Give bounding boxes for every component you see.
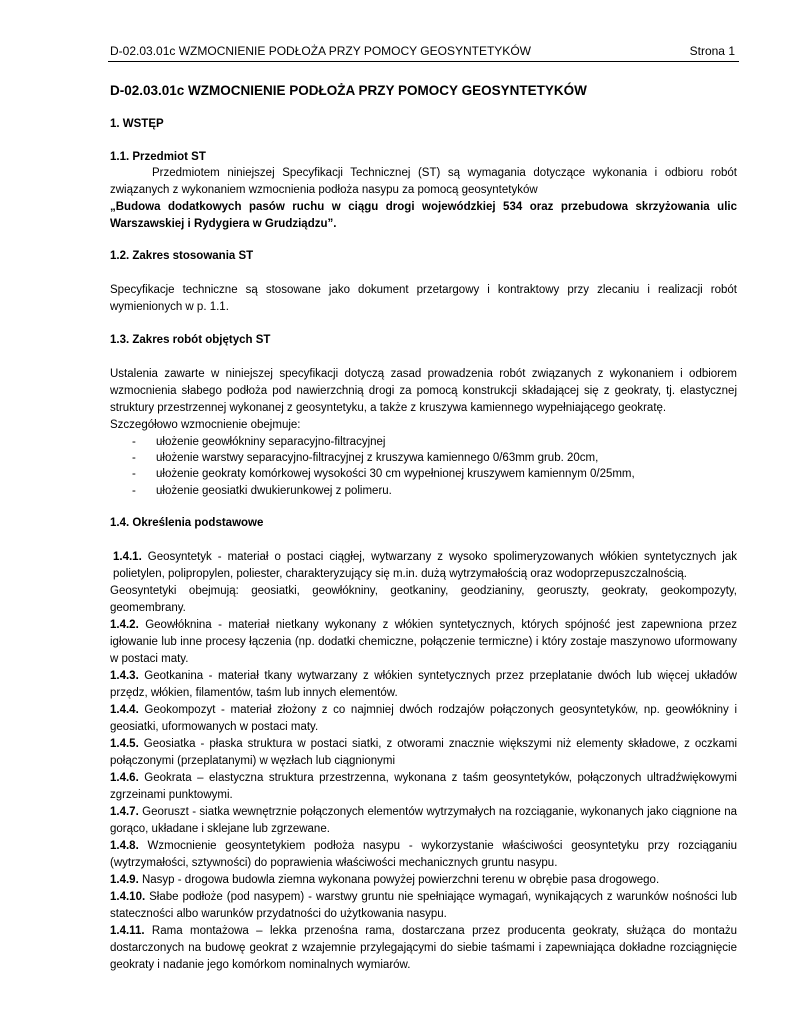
running-header <box>110 43 738 59</box>
list-item: - ułożenie warstwy separacyjno-filtracyjnej z kruszywa kamiennego 0/63mm grub. 20cm, <box>110 450 737 466</box>
definition-item: 1.4.1. Geosyntetyk - materiał o postaci ciągłej, wytwarzany z wysoko spolimeryzowanych włókien syntetycznych jak polietylen, polipropylen, poliester, charakteryzujący się m.in. dużą wytrzymałością oraz wodoprzepuszczalnością. <box>113 550 737 580</box>
section-heading-1-3: 1.3. Zakres robót objętych ST <box>110 334 271 346</box>
definition-item: 1.4.9. Nasyp - drogowa budowla ziemna wykonana powyżej powierzchni terenu w obrębie pasa drogowego. <box>110 873 660 886</box>
definition-item: 1.4.5. Geosiatka - płaska struktura w postaci siatki, z otworami znacznie większymi niż elementy składowe, z oczkami połączonymi (przeplatanymi) w węzłach lub ciągnionymi <box>110 737 737 767</box>
document-body <box>110 82 737 974</box>
section-heading-1-4: 1.4. Określenia podstawowe <box>110 516 264 529</box>
header-title: D-02.03.01c WZMOCNIENIE PODŁOŻA PRZY POMOCY GEOSYNTETYKÓW <box>110 44 531 58</box>
definition-item: 1.4.2. Geowłóknina - materiał nietkany wykonany z włókien syntetycznych, których spójność jest zapewniona przez igłowanie lub inne procesy łączenia (np. dodatki chemiczne, połączenie termiczne) i który zostaje maszynowo uformowany w postaci maty. <box>110 618 737 665</box>
document-title: D-02.03.01c WZMOCNIENIE PODŁOŻA PRZY POMOCY GEOSYNTETYKÓW <box>110 83 587 98</box>
list-item: - ułożenie geokraty komórkowej wysokości 30 cm wypełnionej kruszywem kamiennym 0/25mm, <box>110 466 737 482</box>
definition-item: 1.4.7. Georuszt - siatka wewnętrznie połączonych elementów wytrzymałych na rozciąganie, wykonanych jako ciągnione na gorąco, układane i sklejane lub zgrzewane. <box>110 805 737 835</box>
section-heading-1: 1. WSTĘP <box>110 118 164 130</box>
dash-bullet: - <box>132 484 136 497</box>
list-item: - ułożenie geowłókniny separacyjno-filtracyjnej <box>110 434 737 450</box>
section-heading-1-2: 1.2. Zakres stosowania ST <box>110 250 254 262</box>
definitions-list <box>110 549 737 974</box>
paragraph-reinforcement-includes: Szczegółowo wzmocnienie obejmuje: <box>110 419 301 431</box>
paragraph-project-name: „Budowa dodatkowych pasów ruchu w ciągu drogi wojewódzkiej 534 oraz przebudowa skrzyżowania ulic Warszawskiej i Rydygiera w Grudziądzu”. <box>110 201 737 230</box>
definition-item: 1.4.11. Rama montażowa – lekka przenośna rama, dostarczana przez producenta geokraty, służąca do montażu dostarczonych na budowę geokrat z wzajemnie przylegającymi do siebie taśmami i zapewniająca dokładne rozciągnięcie geokraty i nadanie jego komórkom nominalnych wymiarów. <box>110 924 737 971</box>
definition-item: Geosyntetyki obejmują: geosiatki, geowłókniny, geotkaniny, geodzianiny, georuszty, geokraty, geokompozyty, geomembrany. <box>110 584 737 614</box>
paragraph-scope-intro: Przedmiotem niniejszej Specyfikacji Technicznej (ST) są wymagania dotyczące wykonania i odbioru robót związanych z wykonaniem wzmocnienia podłoża nasypu za pomocą geosyntetyków <box>110 167 737 196</box>
header-page-number: Strona 1 <box>689 44 735 58</box>
paragraph-works-scope: Ustalenia zawarte w niniejszej specyfikacji dotyczą zasad prowadzenia robót związanych z wykonaniem i odbiorem wzmocnienia słabego podłoża pod nawierzchnią drogi za pomocą konstrukcji składającej się z geokraty, tj. elastycznej struktury przestrzennej wykonanej z geosyntetyku, a także z kruszywa kamiennego wypełniającego geokratę. <box>110 368 737 414</box>
header-rule <box>108 61 739 62</box>
dash-bullet: - <box>132 436 136 448</box>
dash-bullet: - <box>132 452 136 465</box>
paragraph-application: Specyfikacje techniczne są stosowane jako dokument przetargowy i kontraktowy przy zlecaniu i realizacji robót wymienionych w p. 1.1. <box>110 284 737 313</box>
definition-item: 1.4.6. Geokrata – elastyczna struktura przestrzenna, wykonana z taśm geosyntetyków, połączonych ultradźwiękowymi zgrzeinami punktowymi. <box>110 771 737 801</box>
list-item: - ułożenie geosiatki dwukierunkowej z polimeru. <box>110 483 737 499</box>
reinforcement-list <box>110 434 737 499</box>
dash-bullet: - <box>132 468 136 481</box>
definition-item: 1.4.4. Geokompozyt - materiał złożony z co najmniej dwóch rodzajów połączonych geosyntetyków, np. geowłókniny i geosiatki, uformowanych w postaci maty. <box>110 703 737 733</box>
section-heading-1-1: 1.1. Przedmiot ST <box>110 151 206 163</box>
definition-item: 1.4.10. Słabe podłoże (pod nasypem) - warstwy gruntu nie spełniające wymagań, wynikających z warunków nośności lub stateczności albo warunków przydatności do użytkowania nasypu. <box>110 890 737 920</box>
definition-item: 1.4.8. Wzmocnienie geosyntetykiem podłoża nasypu - wykorzystanie właściwości geosyntetyku przy rozciąganiu (wytrzymałości, sztywności) do poprawienia właściwości mechanicznych gruntu nasypu. <box>110 839 737 869</box>
definition-item: 1.4.3. Geotkanina - materiał tkany wytwarzany z włókien syntetycznych przez przeplatanie dwóch lub więcej układów przędz, włókien, filamentów, taśm lub innych elementów. <box>110 669 737 699</box>
